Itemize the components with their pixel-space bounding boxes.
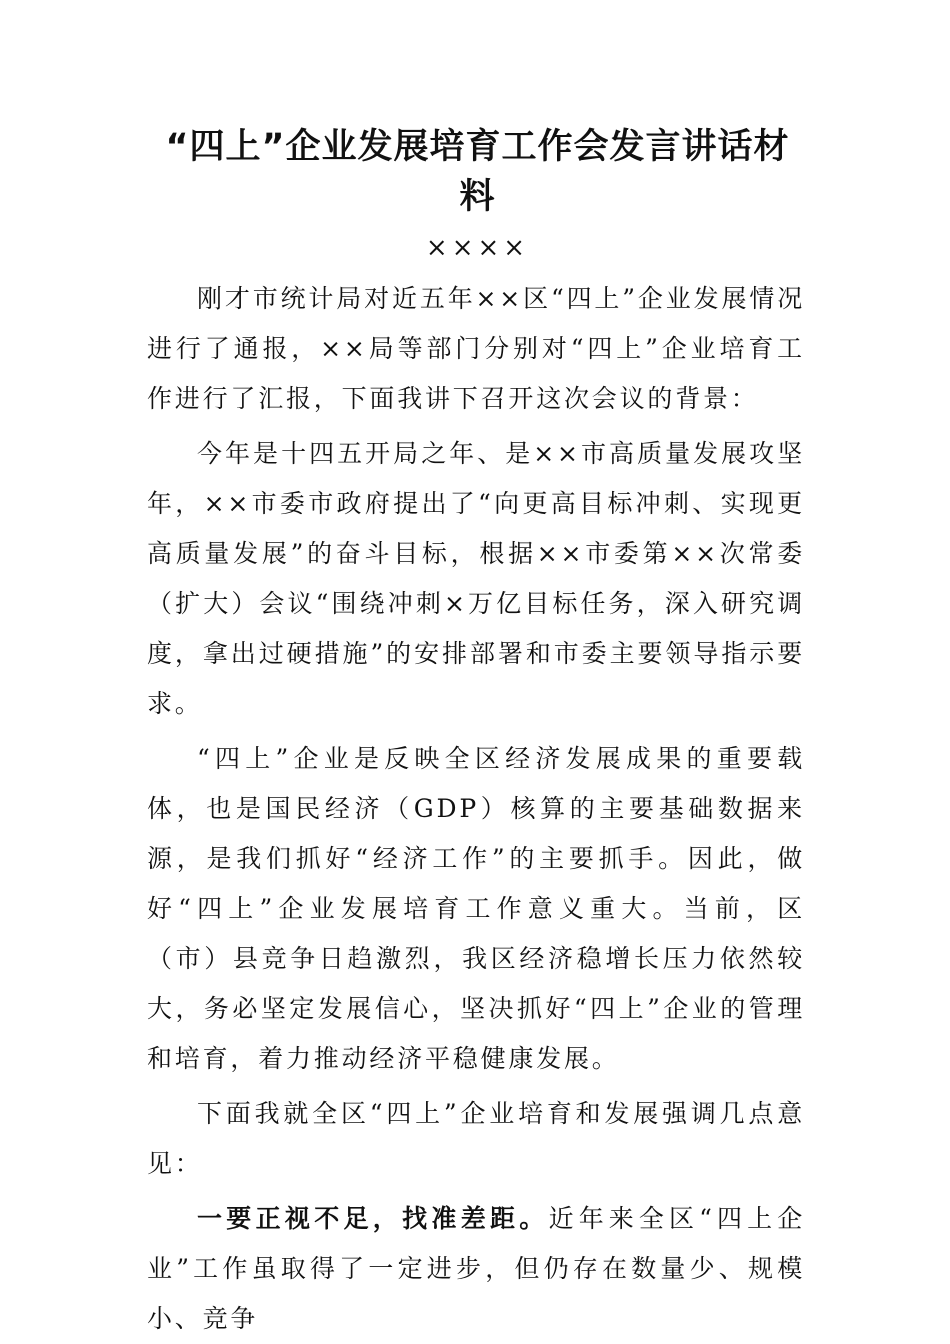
document-body	[147, 274, 805, 1344]
point-1-heading: 一要正视不足，找准差距。	[197, 1204, 549, 1233]
paragraph-context: 今年是十四五开局之年、是××市高质量发展攻坚年，××市委市政府提出了“向更高目标冲刺、实现更高质量发展”的奋斗目标，根据××市委第××次常委（扩大）会议“围绕冲刺×万亿目标任务，深入研究调度，拿出过硬措施”的安排部署和市委主要领导指示要求。	[147, 439, 805, 718]
document-author: ××××	[425, 233, 530, 263]
point-1-text: 近年来全区“四上企业”工作虽取得了一定进步，但仍存在数量少、规模小、竞争	[147, 1204, 805, 1333]
paragraph-point-1	[147, 1194, 805, 1344]
document-title: “四上”企业发展培育工作会发言讲话材料	[165, 127, 790, 217]
paragraph-importance: “四上”企业是反映全区经济发展成果的重要载体，也是国民经济（GDP）核算的主要基础数据来源，是我们抓好“经济工作”的主要抓手。因此，做好“四上”企业发展培育工作意义重大。当前，区（市）县竞争日趋激烈，我区经济稳增长压力依然较大，务必坚定发展信心，坚决抓好“四上”企业的管理和培育，着力推动经济平稳健康发展。	[147, 744, 805, 1073]
paragraph-background: 刚才市统计局对近五年××区“四上”企业发展情况进行了通报，××局等部门分别对“四上”企业培育工作进行了汇报，下面我讲下召开这次会议的背景：	[147, 284, 805, 413]
paragraph-intro-points: 下面我就全区“四上”企业培育和发展强调几点意见：	[147, 1099, 805, 1178]
